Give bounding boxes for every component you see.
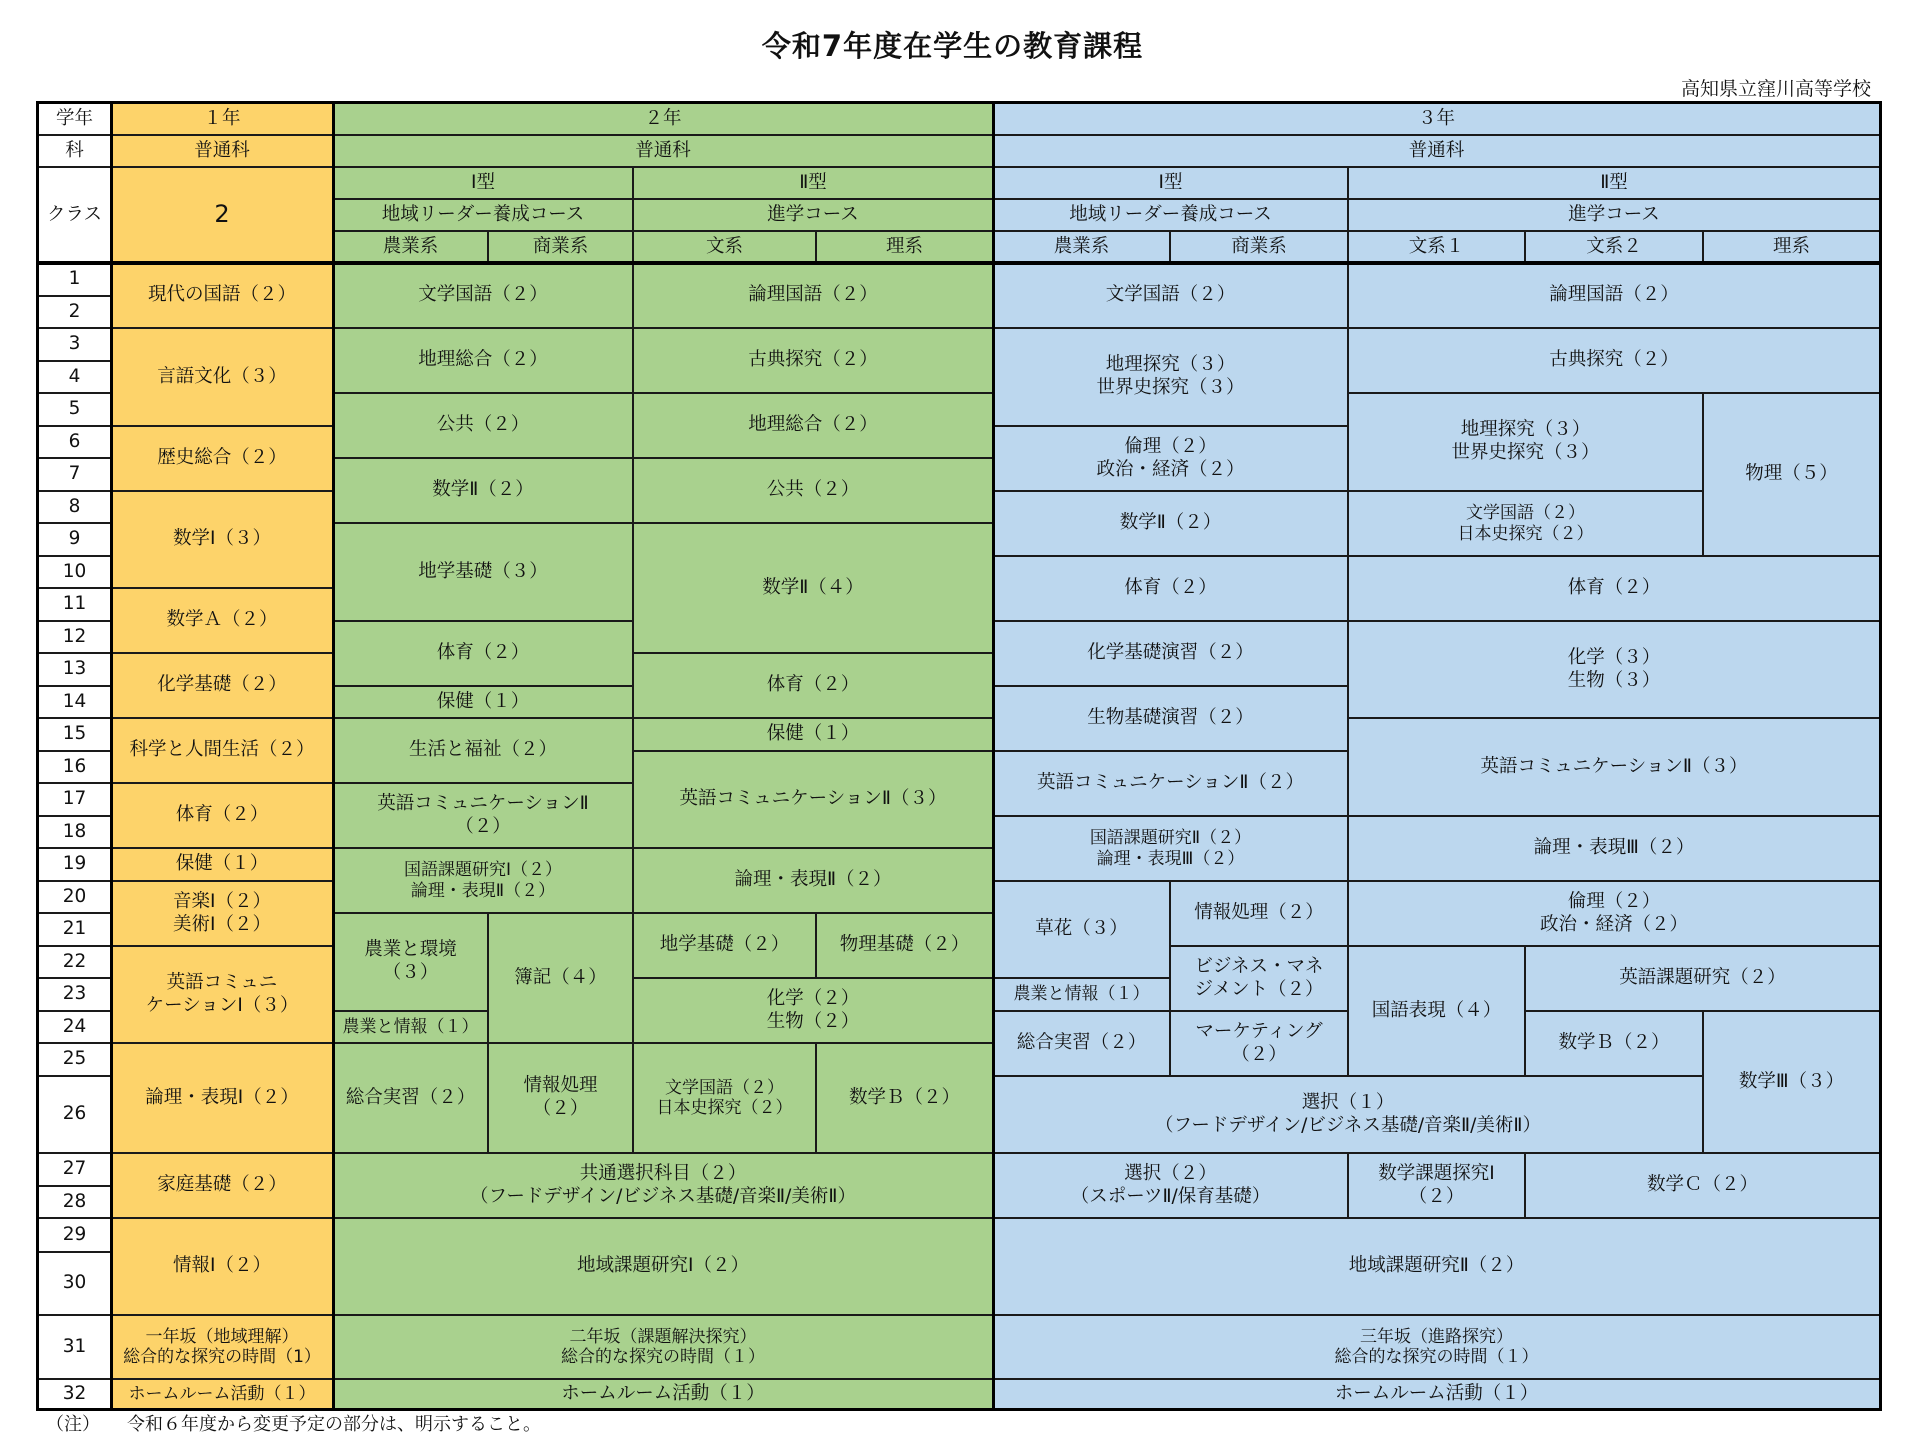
year2-left-rule	[332, 101, 335, 1411]
table-cell: 数学Ⅲ（３）	[1703, 1011, 1880, 1153]
table-cell: ホームルーム活動（１）	[333, 1379, 993, 1409]
table-cell: 論理・表現Ⅱ（２）	[633, 848, 993, 913]
table-cell: 論理・表現Ⅰ（２）	[111, 1043, 333, 1153]
table-cell: 地学基礎（２）	[633, 913, 816, 978]
table-cell: 体育（２）	[333, 621, 633, 686]
table-cell: 普通科	[333, 135, 993, 167]
table-cell: 文学国語（２） 日本史探究（２）	[633, 1043, 816, 1153]
table-cell: 二年坂（課題解決探究） 総合的な探究の時間（１）	[333, 1315, 993, 1379]
table-cell: 家庭基礎（２）	[111, 1153, 333, 1218]
table-cell: 英語コミュニケーションⅡ（３）	[633, 751, 993, 848]
table-cell: 公共（２）	[333, 393, 633, 458]
table-cell: 体育（２）	[111, 783, 333, 848]
table-cell: 地学基礎（３）	[333, 523, 633, 621]
table-cell: 英語コミュニケーションⅡ（３）	[1348, 718, 1880, 816]
table-cell: 体育（２）	[1348, 556, 1880, 621]
table-cell: 文系２	[1525, 231, 1703, 263]
table-cell: 音楽Ⅰ（２） 美術Ⅰ（２）	[111, 881, 333, 946]
table-cell: 5	[38, 393, 111, 426]
table-cell: 論理・表現Ⅲ（２）	[1348, 816, 1880, 881]
table-cell: 25	[38, 1043, 111, 1076]
table-cell: 農業と環境 （３）	[333, 913, 488, 1011]
table-cell: 進学コース	[1348, 199, 1880, 231]
table-cell: 18	[38, 816, 111, 848]
table-cell: 1	[38, 263, 111, 296]
table-cell: 化学（２） 生物（２）	[633, 978, 993, 1043]
table-cell: 農業系	[993, 231, 1170, 263]
table-cell: 数学Ａ（２）	[111, 588, 333, 653]
table-cell: 国語課題研究Ⅱ（２） 論理・表現Ⅲ（２）	[993, 816, 1348, 881]
table-cell: 文学国語（２）	[333, 263, 633, 328]
table-cell: 国語表現（４）	[1348, 946, 1525, 1076]
table-cell: 地理探究（３） 世界史探究（３）	[1348, 393, 1703, 491]
table-cell: 情報処理（２）	[1170, 881, 1348, 946]
table-cell: 保健（１）	[111, 848, 333, 881]
table-cell: 24	[38, 1011, 111, 1043]
table-cell: 16	[38, 751, 111, 783]
table-cell: ビジネス・マネ ジメント（２）	[1170, 946, 1348, 1011]
table-cell: 4	[38, 361, 111, 393]
table-cell: 農業系	[333, 231, 488, 263]
table-cell: 科学と人間生活（２）	[111, 718, 333, 783]
table-top-rule	[37, 101, 1882, 104]
table-cell: 23	[38, 978, 111, 1011]
table-cell: 29	[38, 1218, 111, 1252]
table-cell: 公共（２）	[633, 458, 993, 523]
table-cell: 商業系	[1170, 231, 1348, 263]
table-cell: 12	[38, 621, 111, 653]
table-cell: 選択（２） （スポーツⅡ/保育基礎）	[993, 1153, 1348, 1218]
table-cell: 英語コミュニケーションⅡ （２）	[333, 783, 633, 848]
table-cell: 化学基礎演習（２）	[993, 621, 1348, 686]
table-cell: 地理総合（２）	[333, 328, 633, 393]
table-cell: 数学課題探究Ⅰ （２）	[1348, 1153, 1525, 1218]
table-cell: 6	[38, 426, 111, 458]
table-cell: 草花（３）	[993, 881, 1170, 978]
table-cell: 数学Ⅰ（３）	[111, 491, 333, 588]
table-cell: ホームルーム活動（１）	[111, 1379, 333, 1409]
table-cell: 15	[38, 718, 111, 751]
table-cell: Ⅰ型	[333, 167, 633, 199]
footnote: （注） 令和６年度から変更予定の部分は、明示すること。	[46, 1414, 541, 1435]
table-cell: 総合実習（２）	[333, 1043, 488, 1153]
table-cell: 普通科	[111, 135, 333, 167]
table-cell: 保健（１）	[633, 718, 993, 751]
table-cell: 7	[38, 458, 111, 491]
table-cell: 17	[38, 783, 111, 816]
table-cell: 11	[38, 588, 111, 621]
table-cell: 14	[38, 686, 111, 718]
table-cell: 倫理（２） 政治・経済（２）	[1348, 881, 1880, 946]
table-cell: 物理（５）	[1703, 393, 1880, 556]
table-cell: 27	[38, 1153, 111, 1186]
table-cell: 古典探究（２）	[633, 328, 993, 393]
table-cell: 数学Ｂ（２）	[816, 1043, 993, 1153]
table-cell: 進学コース	[633, 199, 993, 231]
table-cell: Ⅱ型	[1348, 167, 1880, 199]
table-cell: 体育（２）	[993, 556, 1348, 621]
year1-left-rule	[110, 101, 113, 1411]
table-cell: 13	[38, 653, 111, 686]
table-cell: 3	[38, 328, 111, 361]
table-left-rule	[36, 101, 39, 1411]
table-cell: 数学Ⅱ（４）	[633, 523, 993, 653]
table-cell: 生物基礎演習（２）	[993, 686, 1348, 751]
table-cell: 総合実習（２）	[993, 1011, 1170, 1076]
table-cell: 地域リーダー養成コース	[333, 199, 633, 231]
table-cell: 9	[38, 523, 111, 556]
table-cell: ２年	[333, 103, 993, 135]
table-cell: 2	[38, 296, 111, 328]
table-cell: 32	[38, 1379, 111, 1409]
table-cell: 論理国語（２）	[633, 263, 993, 328]
table-cell: マーケティング （２）	[1170, 1011, 1348, 1076]
year3-left-rule	[992, 101, 995, 1411]
table-cell: 理系	[816, 231, 993, 263]
table-cell: 地域課題研究Ⅰ（２）	[333, 1218, 993, 1315]
table-cell: 文系	[633, 231, 816, 263]
table-cell: 古典探究（２）	[1348, 328, 1880, 393]
table-cell: 10	[38, 556, 111, 588]
table-cell: 情報処理 （２）	[488, 1043, 633, 1153]
table-cell: 2	[111, 167, 333, 263]
table-cell: 文学国語（２） 日本史探究（２）	[1348, 491, 1703, 556]
table-cell: 共通選択科目（２） （フードデザイン/ビジネス基礎/音楽Ⅱ/美術Ⅱ）	[333, 1153, 993, 1218]
table-cell: 商業系	[488, 231, 633, 263]
table-cell: 学年	[38, 103, 111, 135]
table-cell: 倫理（２） 政治・経済（２）	[993, 426, 1348, 491]
table-cell: 地理総合（２）	[633, 393, 993, 458]
table-cell: 20	[38, 881, 111, 913]
table-cell: 科	[38, 135, 111, 167]
table-cell: 地理探究（３） 世界史探究（３）	[993, 328, 1348, 426]
table-cell: 数学Ｂ（２）	[1525, 1011, 1703, 1076]
table-cell: 簿記（４）	[488, 913, 633, 1043]
table-cell: 文学国語（２）	[993, 263, 1348, 328]
table-cell: 地域リーダー養成コース	[993, 199, 1348, 231]
table-cell: 歴史総合（２）	[111, 426, 333, 491]
table-cell: 31	[38, 1315, 111, 1379]
table-cell: 化学基礎（２）	[111, 653, 333, 718]
table-cell: 英語コミュニケーションⅡ（２）	[993, 751, 1348, 816]
table-cell: 体育（２）	[633, 653, 993, 718]
table-cell: 言語文化（３）	[111, 328, 333, 426]
table-cell: 論理国語（２）	[1348, 263, 1880, 328]
table-cell: クラス	[38, 167, 111, 263]
table-cell: ホームルーム活動（１）	[993, 1379, 1880, 1409]
page-title: 令和7年度在学生の教育課程	[761, 29, 1144, 63]
table-cell: 化学（３） 生物（３）	[1348, 621, 1880, 718]
table-cell: 数学Ⅱ（２）	[333, 458, 633, 523]
table-cell: Ⅰ型	[993, 167, 1348, 199]
table-cell: １年	[111, 103, 333, 135]
table-cell: 8	[38, 491, 111, 523]
table-cell: 28	[38, 1186, 111, 1218]
table-cell: 21	[38, 913, 111, 946]
table-cell: 生活と福祉（２）	[333, 718, 633, 783]
table-cell: 数学Ⅱ（２）	[993, 491, 1348, 556]
table-cell: 19	[38, 848, 111, 881]
table-cell: 文系１	[1348, 231, 1525, 263]
table-cell: 普通科	[993, 135, 1880, 167]
table-cell: Ⅱ型	[633, 167, 993, 199]
table-cell: 英語コミュニ ケーションⅠ（３）	[111, 946, 333, 1043]
table-cell: 英語課題研究（２）	[1525, 946, 1880, 1011]
table-cell: 三年坂（進路探究） 総合的な探究の時間（１）	[993, 1315, 1880, 1379]
table-cell: 国語課題研究Ⅰ（２） 論理・表現Ⅱ（２）	[333, 848, 633, 913]
table-right-rule	[1879, 101, 1882, 1411]
table-cell: 物理基礎（２）	[816, 913, 993, 978]
table-cell: 保健（１）	[333, 686, 633, 718]
table-cell: 数学Ｃ（２）	[1525, 1153, 1880, 1218]
table-cell: 22	[38, 946, 111, 978]
table-cell: 農業と情報（１）	[333, 1011, 488, 1043]
table-cell: 一年坂（地域理解） 総合的な探究の時間（1）	[111, 1315, 333, 1379]
table-cell: 情報Ⅰ（２）	[111, 1218, 333, 1315]
table-cell: 26	[38, 1076, 111, 1153]
table-cell: 現代の国語（２）	[111, 263, 333, 328]
school-name: 高知県立窪川高等学校	[1680, 78, 1871, 100]
table-cell: 農業と情報（１）	[993, 978, 1170, 1011]
table-cell: 地域課題研究Ⅱ（２）	[993, 1218, 1880, 1315]
table-cell: 選択（１） （フードデザイン/ビジネス基礎/音楽Ⅱ/美術Ⅱ）	[993, 1076, 1703, 1153]
table-cell: ３年	[993, 103, 1880, 135]
table-cell: 30	[38, 1252, 111, 1315]
header-divider-rule	[37, 261, 1882, 265]
table-cell: 理系	[1703, 231, 1880, 263]
